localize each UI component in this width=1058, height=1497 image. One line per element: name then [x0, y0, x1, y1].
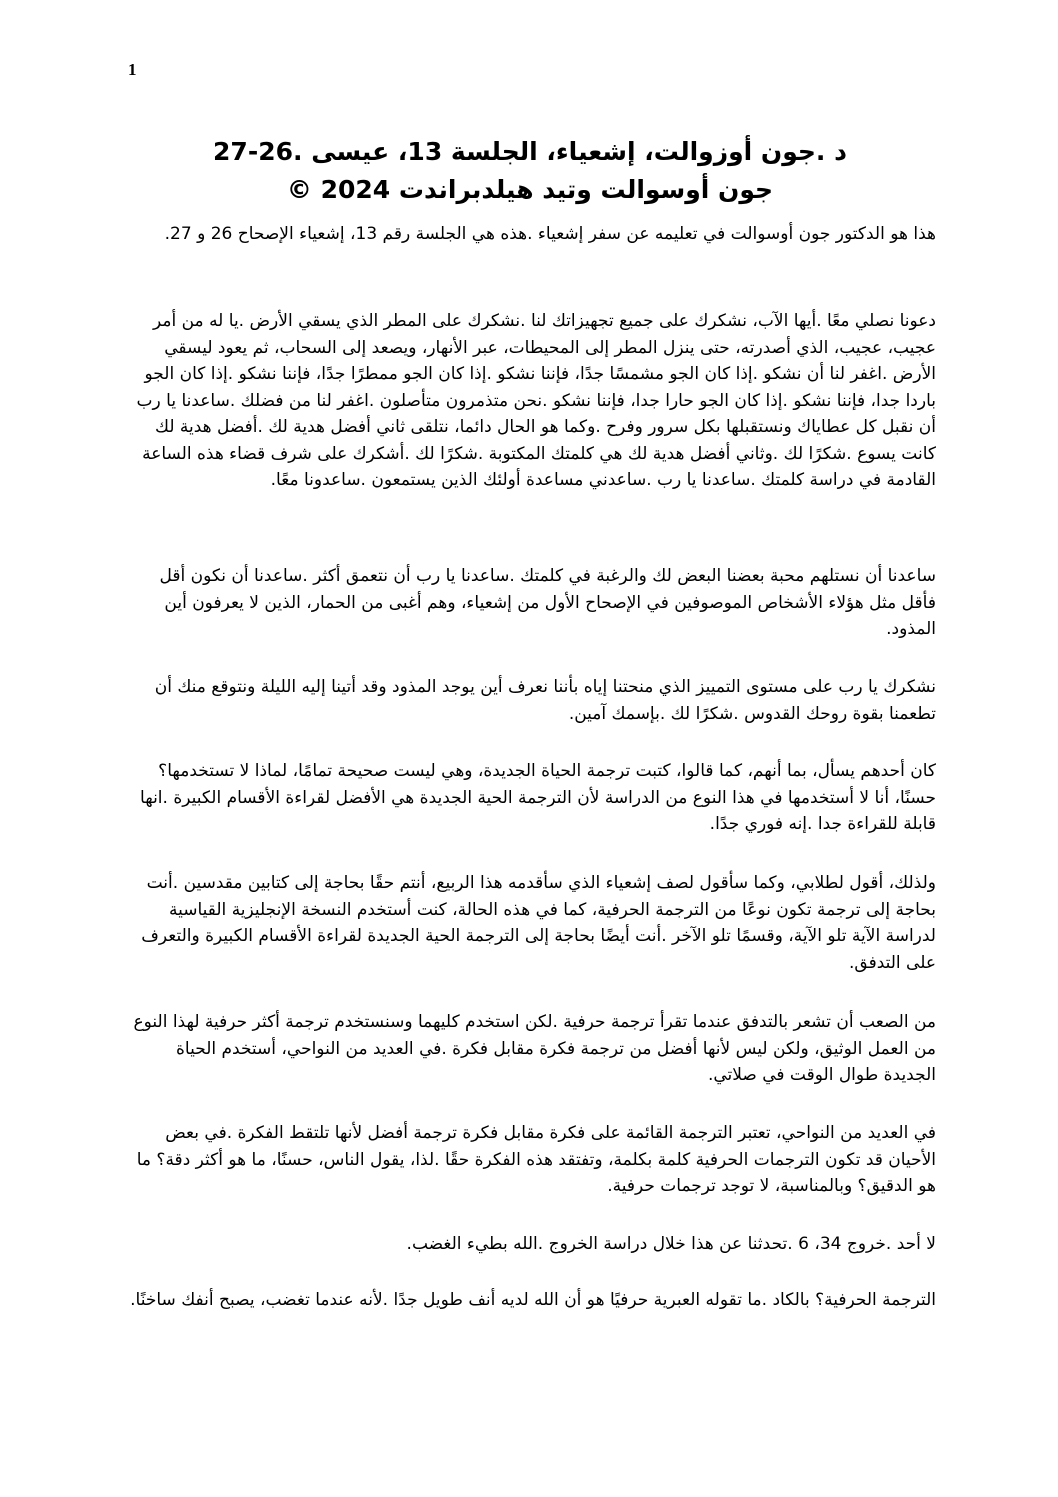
paragraph-literal: الترجمة الحرفية؟ بالكاد .ما تقوله العبرية حرفيًا هو أن الله لديه أنف طويل جدًا .لأنه عندما تغضب، يصبح أنفك ساخنًا. — [130, 1290, 936, 1310]
title-line-2: جون أوسوالت وتيد هيلدبراندت 2024 © — [286, 175, 774, 204]
paragraph-two-bibles: ولذلك، أقول لطلابي، وكما سأقول لصف إشعياء الذي سأقدمه هذا الربيع، أنتم حقًا بحاجة إلى كتابين مقدسين .أنت بحاجة إلى ترجمة تكون نوعًا من الترجمة الحرفية، كما في هذه الحالة، كنت أستخدم النسخة الإنجليزية القياسية لدراسة الآية تلو الآية، وقسمًا تلو الآخر .أنت أيضًا بحاجة إلى الترجمة الحية الجديدة لقراءة الأقسام الكبيرة والتعرف على التدفق. — [141, 873, 936, 973]
title-line-1: د .جون أوزوالت، إشعياء، الجلسة 13، عيسى .26-27 — [213, 137, 847, 166]
document-title — [120, 133, 940, 209]
page-number: 1 — [128, 60, 137, 79]
paragraph-flow: من الصعب أن تشعر بالتدفق عندما تقرأ ترجمة حرفية .لكن استخدم كليهما وسنستخدم ترجمة أكثر حرفية لهذا النوع من العمل الوثيق، ولكن ليس لأنها أفضل من ترجمة فكرة مقابل فكرة .في العديد من النواحي، أستخدم الحياة الجديدة طوال الوقت في صلاتي. — [133, 1012, 936, 1085]
paragraph-translation-question: كان أحدهم يسأل، بما أنهم، كما قالوا، كتبت ترجمة الحياة الجديدة، وهي ليست صحيحة تمامًا، لماذا لا تستخدمها؟ حسنًا، أنا لا أستخدمها في هذا النوع من الدراسة لأن الترجمة الحية الجديدة هي الأفضل لقراءة الأقسام الكبيرة .انها قابلة للقراءة جدا .إنه فوري جدًا. — [140, 761, 936, 834]
paragraph-intro: هذا هو الدكتور جون أوسوالت في تعليمه عن سفر إشعياء .هذه هي الجلسة رقم 13، إشعياء الإصحاح 26 و 27. — [164, 224, 936, 244]
paragraph-thanks: نشكرك يا رب على مستوى التمييز الذي منحتنا إياه بأننا نعرف أين يوجد المذود وقد أتينا إليه الليلة ونتوقع منك أن تطعمنا بقوة روحك القدوس .شكرًا لك .بإسمك آمين. — [154, 677, 936, 724]
paragraph-exodus: لا أحد .خروج 34، 6 .تحدثنا عن هذا خلال دراسة الخروج .الله بطيء الغضب. — [406, 1234, 936, 1254]
paragraph-prayer-continued: ساعدنا أن نستلهم محبة بعضنا البعض لك والرغبة في كلمتك .ساعدنا يا رب أن نتعمق أكثر .ساعدنا أن نكون أقل فأقل مثل هؤلاء الأشخاص الموصوفين في الإصحاح الأول من إشعياء، وهم أغبى من الحمار، الذين لا يعرفون أين المذود. — [159, 566, 936, 639]
paragraph-prayer: دعونا نصلي معًا .أيها الآب، نشكرك على جميع تجهيزاتك لنا .نشكرك على المطر الذي يسقي الأرض .يا له من أمر عجيب، عجيب، الذي أصدرته، حتى ينزل المطر إلى المحيطات، عبر الأنهار، ويصعد إلى السحاب، ثم يعود ليسقي الأرض .اغفر لنا أن نشكو .إذا كان الجو مشمسًا جدًا، فإننا نشكو .إذا كان الجو ممطرًا جدًا، فإننا نشكو .إذا كان الجو باردا جدا، فإننا نشكو .إذا كان الجو حارا جدا، فإننا نشكو .نحن متذمرون متأصلون .اغفر لنا من فضلك .ساعدنا يا رب أن نقبل كل عطاياك ونستقبلها بكل سرور وفرح .وكما هو الحال دائما، نتلقى ثاني أفضل هدية لك .أفضل هدية لك كانت يسوع .شكرًا لك .وثاني أفضل هدية لك هي كلمتك المكتوبة .شكرًا لك .أشكرك على شرف قضاء هذه الساعة القادمة في دراسة كلمتك .ساعدنا يا رب .ساعدني مساعدة أولئك الذين يستمعون .ساعدونا معًا. — [136, 311, 936, 490]
paragraph-thought-for-thought: في العديد من النواحي، تعتبر الترجمة القائمة على فكرة مقابل فكرة ترجمة أفضل لأنها تلتقط الفكرة .في بعض الأحيان قد تكون الترجمات الحرفية كلمة بكلمة، وتفتقد هذه الفكرة حقًا .لذا، يقول الناس، حسنًا، ما هو أكثر دقة؟ ما هو الدقيق؟ وبالمناسبة، لا توجد ترجمات حرفية. — [136, 1123, 936, 1196]
